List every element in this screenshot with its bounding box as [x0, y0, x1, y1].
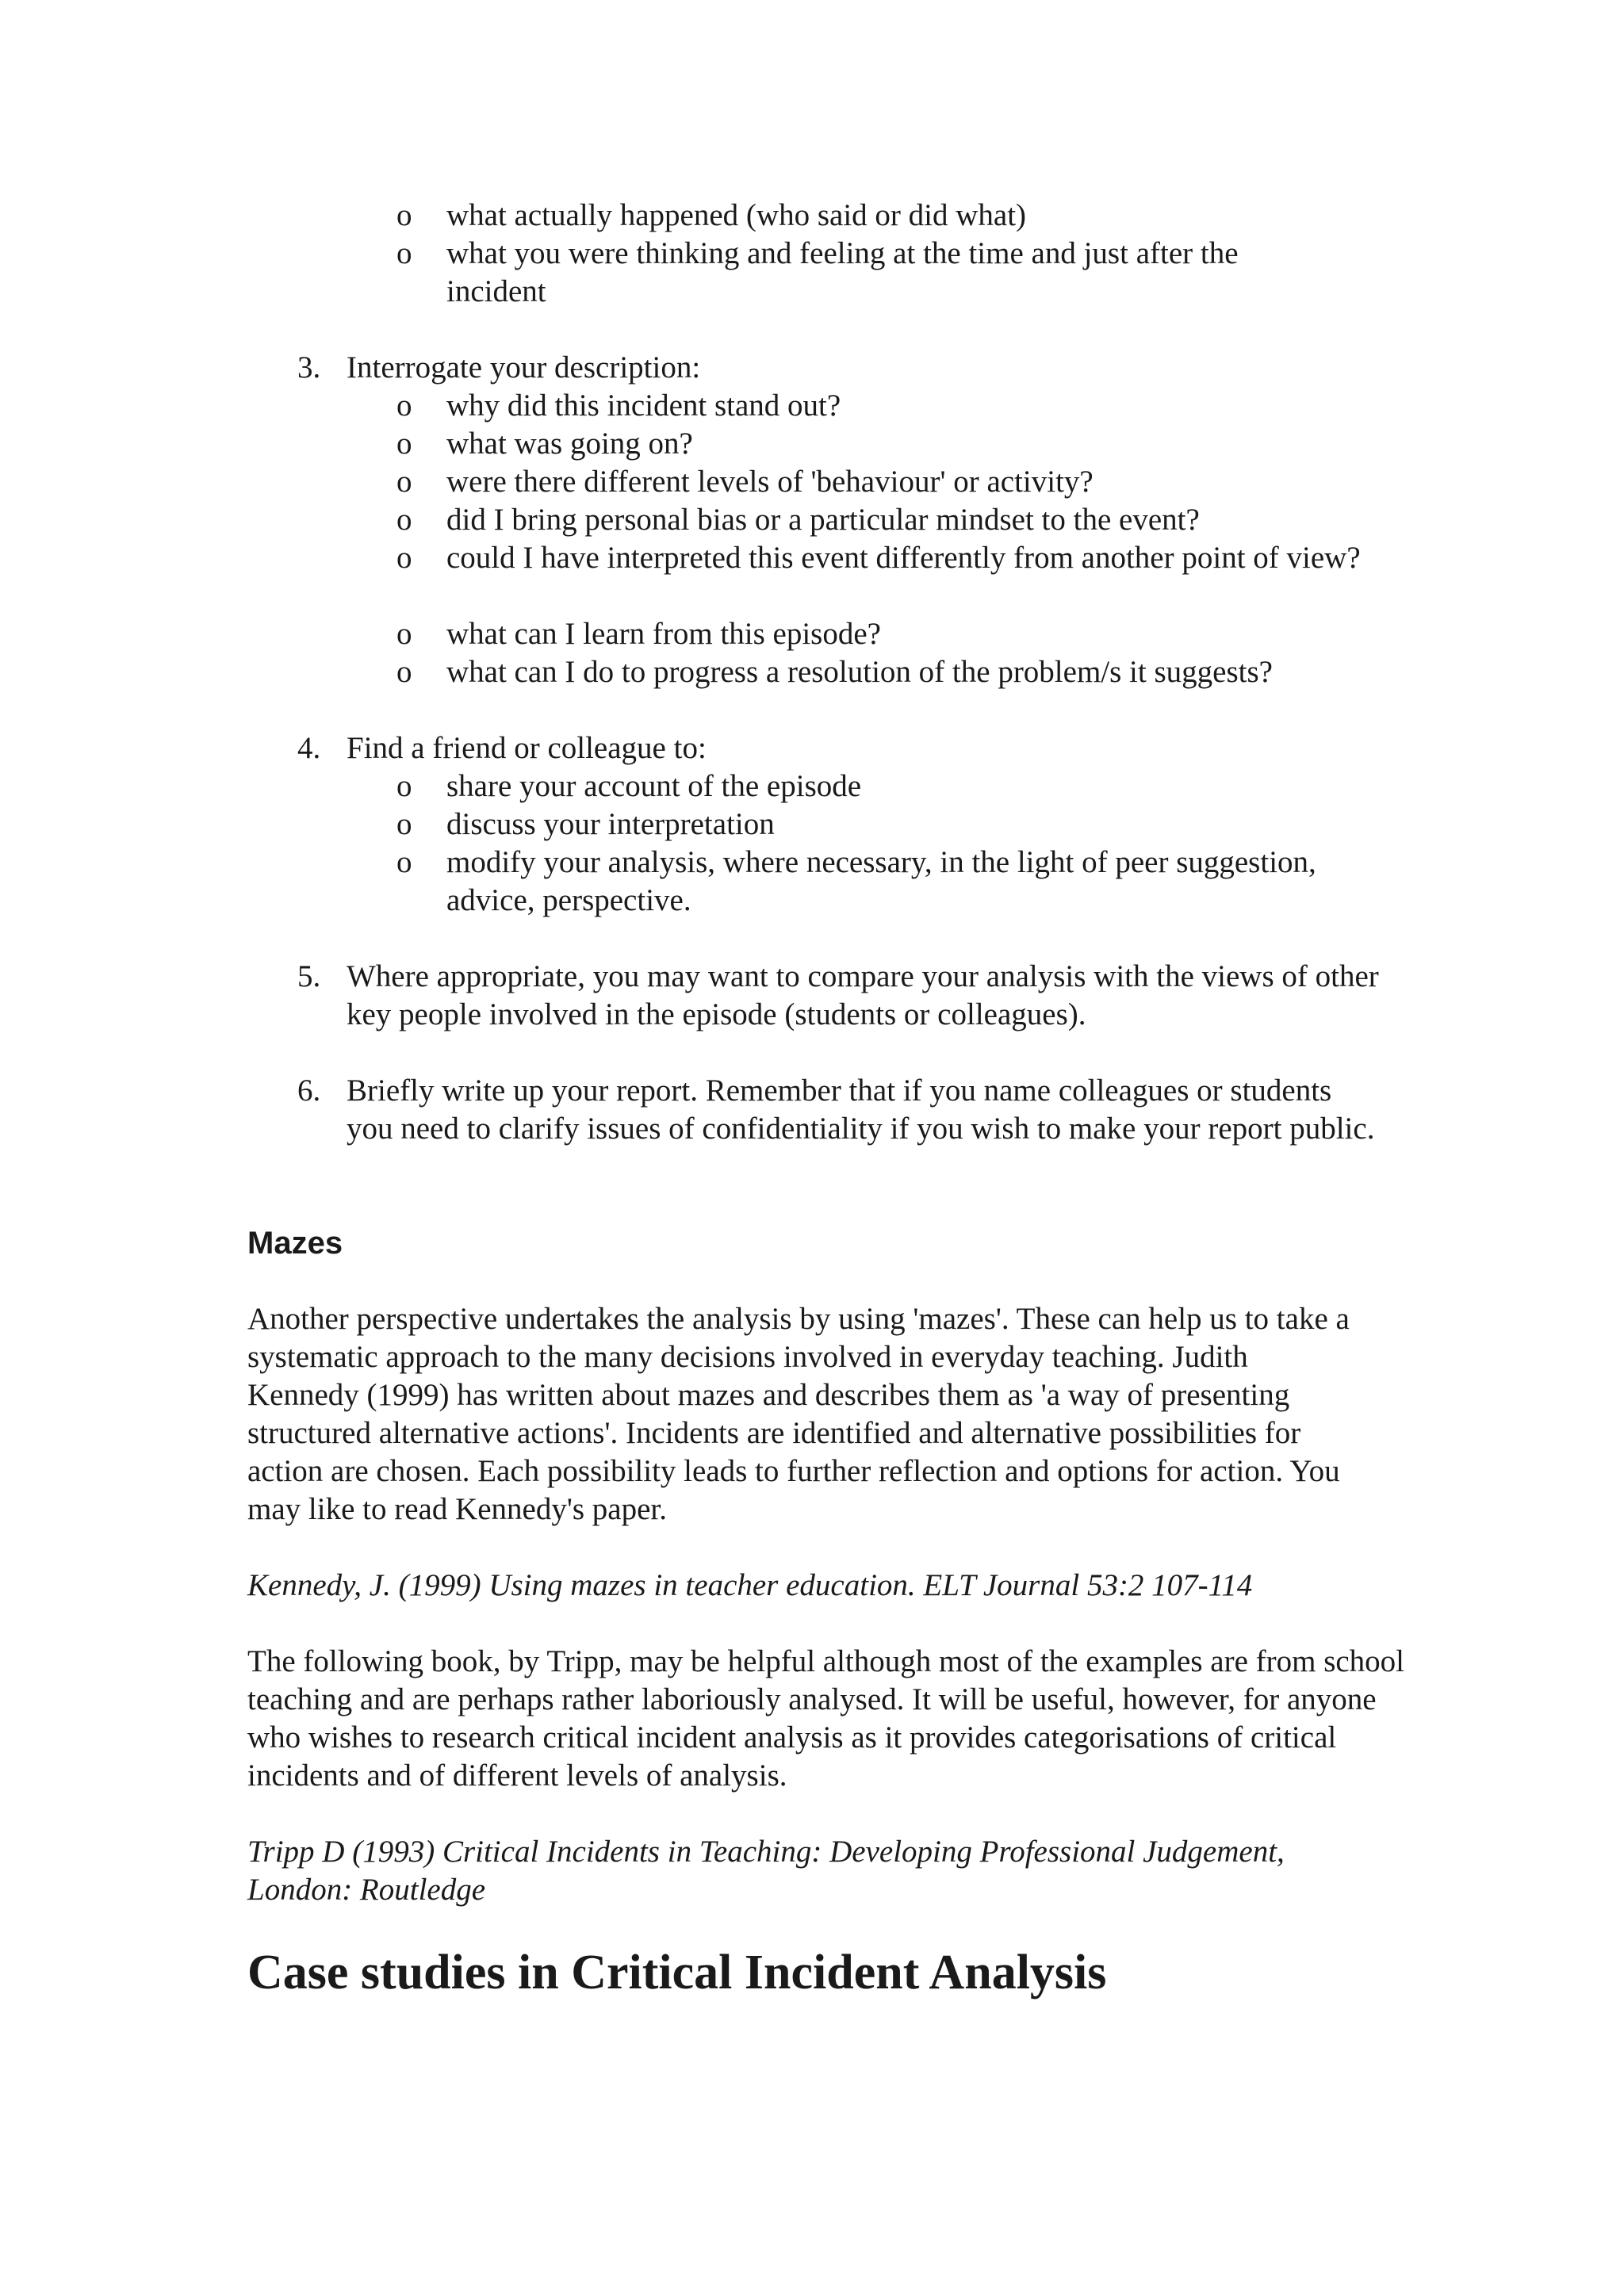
bullet-marker: o	[396, 541, 412, 575]
list-item: could I have interpreted this event differently from another point of view?	[446, 541, 1361, 575]
list-item: discuss your interpretation	[446, 807, 775, 841]
bullet-marker: o	[396, 465, 412, 499]
bullet-marker: o	[396, 503, 412, 537]
mazes-paragraph: Another perspective undertakes the analysis by using 'mazes'. These can help us to take a systematic approach to the many decisions involved in everyday teaching. Judith Kennedy (1999) has written about mazes and describes them as 'a way of presenting structured alternative actions'. Incidents are identified and alternative possibilities for action are chosen. Each possibility leads to further reflection and options for action. You may like to read Kennedy's paper.	[247, 1302, 1350, 1526]
list-item: what you were thinking and feeling at the time and just after the incident	[446, 236, 1239, 308]
step-number: 6.	[297, 1073, 321, 1108]
step-text: Where appropriate, you may want to compare your analysis with the views of other key people involved in the episode (students or colleagues).	[347, 959, 1379, 1031]
bullet-marker: o	[396, 388, 412, 423]
bullet-marker: o	[396, 236, 412, 270]
step-number: 4.	[297, 731, 321, 765]
case-studies-heading: Case studies in Critical Incident Analysis	[247, 1946, 1107, 1999]
list-item: were there different levels of 'behaviour' or activity?	[446, 465, 1094, 499]
list-item: what was going on?	[446, 427, 693, 461]
list-item: did I bring personal bias or a particular mindset to the event?	[446, 503, 1200, 537]
bullet-marker: o	[396, 807, 412, 841]
bullet-marker: o	[396, 427, 412, 461]
section-heading-mazes: Mazes	[247, 1226, 343, 1261]
bullet-marker: o	[396, 198, 412, 232]
tripp-paragraph: The following book, by Tripp, may be helpful although most of the examples are from school teaching and are perhaps rather laboriously analysed. It will be useful, however, for anyone who wishes to research critical incident analysis as it provides categorisations of critical incidents and of different levels of analysis.	[247, 1644, 1405, 1793]
step-text: Briefly write up your report. Remember that if you name colleagues or students you need to clarify issues of confidentiality if you wish to make your report public.	[347, 1073, 1375, 1146]
step-number: 3.	[297, 350, 321, 385]
bullet-marker: o	[396, 769, 412, 803]
list-item: what can I learn from this episode?	[446, 617, 881, 651]
bullet-marker: o	[396, 845, 412, 879]
step-text: Find a friend or colleague to:	[347, 731, 707, 765]
bullet-marker: o	[396, 655, 412, 689]
reference-tripp: Tripp D (1993) Critical Incidents in Teaching: Developing Professional Judgement, London: Routledge	[247, 1835, 1285, 1907]
bullet-marker: o	[396, 617, 412, 651]
step-number: 5.	[297, 959, 321, 993]
list-item: why did this incident stand out?	[446, 388, 841, 423]
step-text: Interrogate your description:	[347, 350, 701, 385]
list-item: modify your analysis, where necessary, in the light of peer suggestion, advice, perspective.	[446, 845, 1316, 917]
list-item: what can I do to progress a resolution of the problem/s it suggests?	[446, 655, 1273, 689]
list-item: what actually happened (who said or did what)	[446, 198, 1027, 232]
reference-kennedy: Kennedy, J. (1999) Using mazes in teacher education. ELT Journal 53:2 107-114	[247, 1568, 1253, 1602]
list-item: share your account of the episode	[446, 769, 862, 803]
